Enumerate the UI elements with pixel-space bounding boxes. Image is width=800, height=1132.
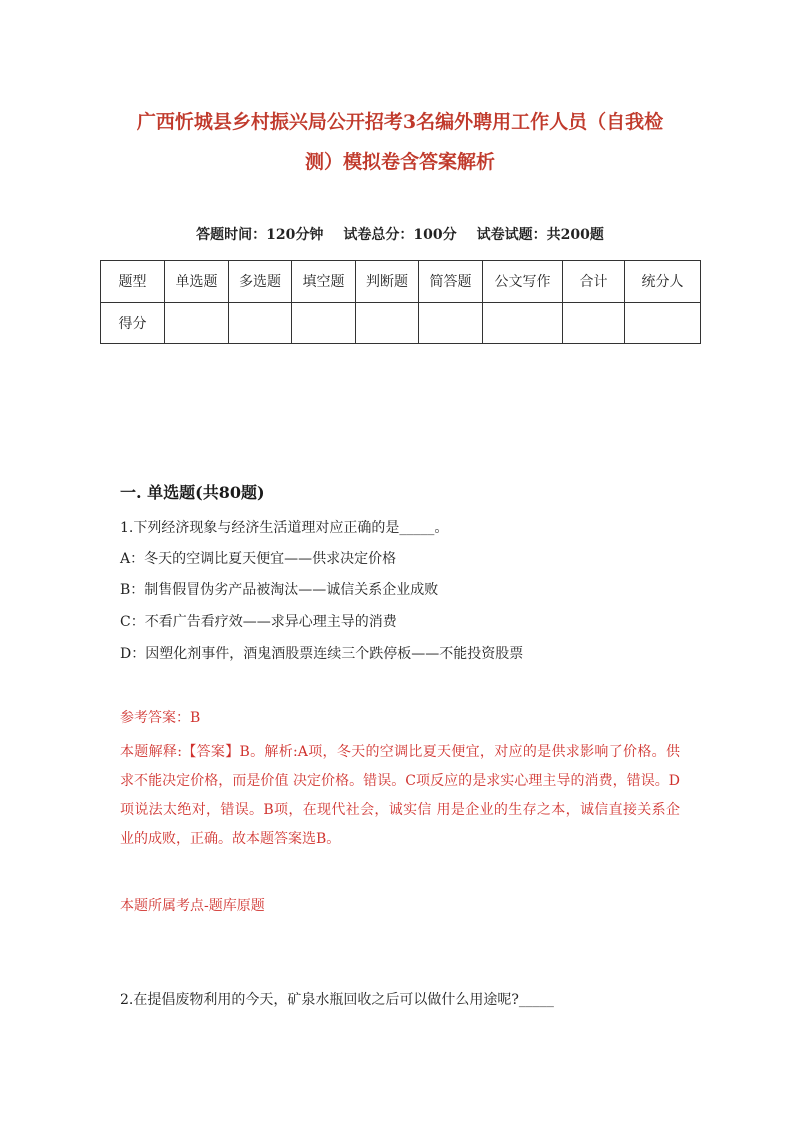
score-table-header: 填空题 [292, 261, 356, 303]
question-2-stem: 2.在提倡废物利用的今天，矿泉水瓶回收之后可以做什么用途呢?_____ [120, 992, 554, 1008]
score-table-header: 单选题 [165, 261, 229, 303]
question-1-explanation: 本题解释:【答案】B。解析:A项，冬天的空调比夏天便宜，对应的是供求影响了价格。供求不能决定价格，而是价值 决定价格。错误。C项反应的是求实心理主导的消费，错误。D项说法太绝对，错误。B项，在现代社会，诚实信 用是企业的生存之本，诚信直接关系企业的成败，正确。故本题答案选B。 [120, 744, 680, 847]
score-row-label: 得分 [101, 302, 165, 344]
question-1-stem: 1.下列经济现象与经济生活道理对应正确的是_____。 [120, 520, 449, 536]
score-table-header: 简答题 [419, 261, 483, 303]
question-1-option-a: A：冬天的空调比夏天便宜——供求决定价格 [120, 551, 397, 567]
exam-total-score: 试卷总分：100分 [343, 227, 457, 243]
question-1-option-b: B：制售假冒伪劣产品被淘汰——诚信关系企业成败 [120, 582, 439, 598]
score-cell [625, 302, 701, 344]
score-cell [563, 302, 625, 344]
score-table-header: 合计 [563, 261, 625, 303]
exam-question-count: 试卷试题：共200题 [476, 227, 604, 243]
score-cell [356, 302, 419, 344]
score-cell [483, 302, 563, 344]
question-1-source: 本题所属考点-题库原题 [120, 898, 265, 914]
score-table-header: 判断题 [356, 261, 419, 303]
question-1-answer: 参考答案：B [120, 710, 201, 726]
score-cell [229, 302, 292, 344]
score-table-header: 题型 [101, 261, 165, 303]
question-1-option-c: C：不看广告看疗效——求异心理主导的消费 [120, 614, 397, 630]
score-table-header-row [101, 261, 701, 303]
score-table [100, 260, 701, 344]
score-cell [292, 302, 356, 344]
exam-meta [100, 224, 700, 244]
score-cell [419, 302, 483, 344]
score-cell [165, 302, 229, 344]
score-table-header: 多选题 [229, 261, 292, 303]
score-table-score-row [101, 302, 701, 344]
score-table-header: 统分人 [625, 261, 701, 303]
question-1-option-d: D：因塑化剂事件，酒鬼酒股票连续三个跌停板——不能投资股票 [120, 646, 524, 662]
exam-time: 答题时间：120分钟 [196, 227, 324, 243]
score-table-header: 公文写作 [483, 261, 563, 303]
document-title-line-1: 广西忻城县乡村振兴局公开招考3名编外聘用工作人员（自我检 [136, 111, 664, 133]
document-title-line-2: 测）模拟卷含答案解析 [304, 151, 495, 173]
section-heading: 一. 单选题(共80题) [120, 483, 265, 502]
